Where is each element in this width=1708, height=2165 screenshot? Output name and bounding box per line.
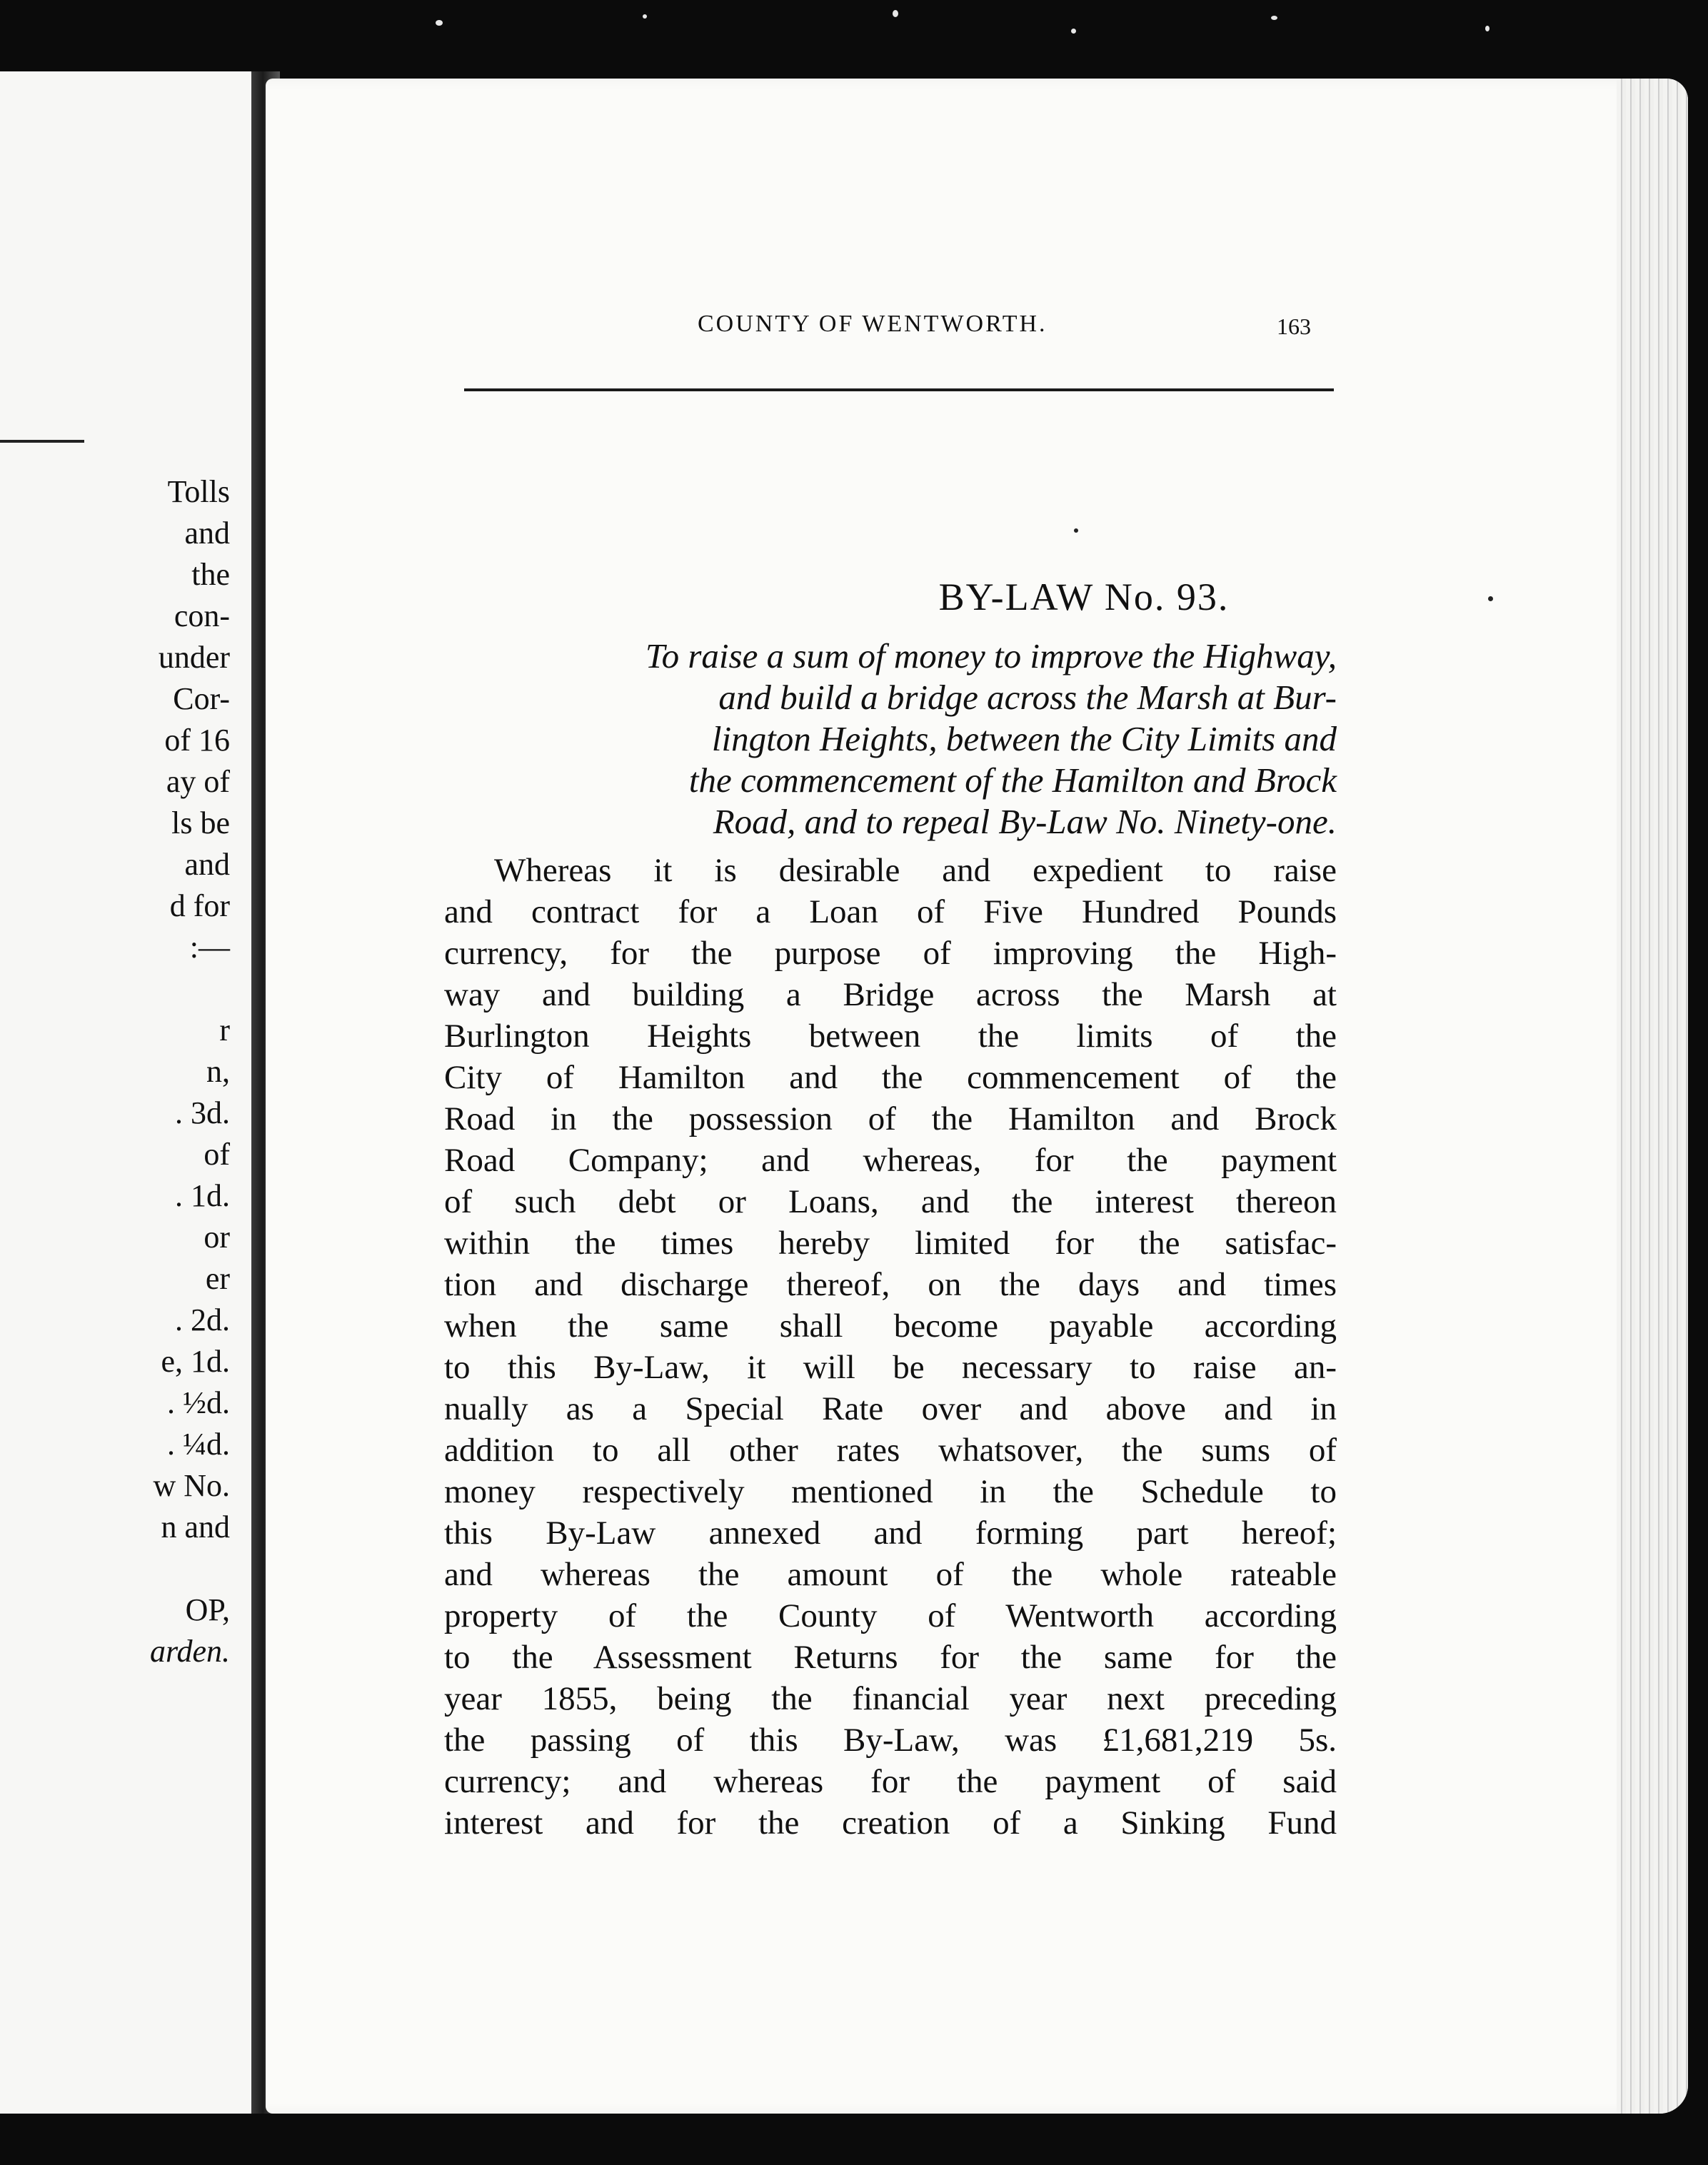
subtitle-line: lington Heights, between the City Limits and: [711, 719, 1337, 758]
page-number: 163: [1277, 313, 1311, 339]
bylaw-body: [444, 850, 1337, 1844]
left-line: er: [205, 1261, 230, 1296]
bylaw-title: BY-LAW No. 93.: [938, 576, 1230, 618]
body-line: way and building a Bridge across the Marsh at: [444, 976, 1337, 1013]
header-rule: [464, 388, 1334, 391]
subtitle-line: To raise a sum of money to improve the Highway,: [645, 636, 1337, 675]
left-line: d for: [169, 888, 230, 923]
running-head: [266, 311, 1688, 353]
body-line: year 1855, being the financial year next preceding: [444, 1680, 1337, 1717]
left-line: OP,: [185, 1592, 230, 1627]
left-line-spacer: [150, 968, 230, 1010]
left-line: the: [191, 557, 230, 592]
left-line: arden.: [149, 1634, 230, 1669]
left-line: :—: [189, 930, 230, 965]
left-line: con-: [174, 598, 230, 633]
left-line: of: [204, 1137, 230, 1172]
left-line: or: [204, 1220, 230, 1255]
scan-speck: [643, 14, 647, 19]
left-line: . ½d.: [167, 1385, 230, 1420]
body-line: property of the County of Wentworth according: [444, 1597, 1337, 1634]
left-line: under: [158, 640, 230, 675]
body-line: when the same shall become payable according: [444, 1307, 1337, 1345]
left-page-text: [150, 471, 230, 1672]
scan-speck: [1485, 26, 1490, 31]
left-line: e, 1d.: [161, 1344, 230, 1379]
left-line: Tolls: [167, 474, 230, 509]
body-line: to this By-Law, it will be necessary to raise an-: [444, 1349, 1337, 1386]
left-line: Cor-: [173, 681, 230, 716]
body-line: this By-Law annexed and forming part hereof;: [444, 1515, 1337, 1552]
running-title: COUNTY OF WENTWORTH.: [698, 311, 1048, 337]
left-line: and: [184, 516, 230, 551]
body-line: within the times hereby limited for the satisfac-: [444, 1225, 1337, 1262]
left-line: w No.: [153, 1468, 230, 1503]
left-line: . 2d.: [175, 1302, 230, 1337]
body-line: nually as a Special Rate over and above and in: [444, 1390, 1337, 1427]
scan-speck: [1071, 29, 1076, 34]
body-line: tion and discharge thereof, on the days and times: [444, 1266, 1337, 1303]
left-line: r: [219, 1013, 230, 1048]
left-line-spacer: [150, 1548, 230, 1589]
left-line: n and: [161, 1510, 230, 1544]
body-line: currency, for the purpose of improving the High-: [444, 935, 1337, 972]
body-line: interest and for the creation of a Sinking Fund: [444, 1804, 1337, 1842]
body-line: currency; and whereas for the payment of said: [444, 1763, 1337, 1800]
body-line: of such debt or Loans, and the interest thereon: [444, 1183, 1337, 1220]
left-line: n,: [206, 1054, 230, 1089]
subtitle-line: and build a bridge across the Marsh at Bur-: [718, 678, 1337, 717]
scan-speck: [893, 10, 898, 17]
left-line: of 16: [164, 723, 230, 758]
left-line: ls be: [171, 805, 230, 840]
previous-page-fragment: [0, 71, 256, 2114]
scan-speck: [436, 20, 443, 26]
left-page-rule: [0, 440, 84, 443]
body-line: Whereas it is desirable and expedient to raise: [494, 852, 1337, 889]
body-line: Road in the possession of the Hamilton and Brock: [444, 1100, 1337, 1137]
page-edges: [1617, 79, 1688, 2114]
subtitle-line: the commencement of the Hamilton and Brock: [688, 760, 1337, 800]
body-line: the passing of this By-Law, was £1,681,219 5s.: [444, 1722, 1337, 1759]
body-line: and contract for a Loan of Five Hundred Pounds: [444, 893, 1337, 930]
body-line: and whereas the amount of the whole rateable: [444, 1556, 1337, 1593]
left-line: . 1d.: [175, 1178, 230, 1213]
body-line: Burlington Heights between the limits of the: [444, 1018, 1337, 1055]
left-line: . 3d.: [175, 1095, 230, 1130]
left-line: ay of: [166, 764, 230, 799]
body-line: City of Hamilton and the commencement of the: [444, 1059, 1337, 1096]
body-line: to the Assessment Returns for the same for the: [444, 1639, 1337, 1676]
ink-spot: [1074, 528, 1078, 533]
left-line: and: [184, 847, 230, 882]
subtitle-line: Road, and to repeal By-Law No. Ninety-one.: [713, 802, 1337, 841]
body-line: Road Company; and whereas, for the payment: [444, 1142, 1337, 1179]
page-163: [266, 79, 1688, 2114]
scan-speck: [1271, 16, 1277, 20]
body-line: addition to all other rates whatsover, the sums of: [444, 1432, 1337, 1469]
bylaw-subtitle: [458, 636, 1337, 843]
left-line: . ¼d.: [167, 1427, 230, 1462]
body-line: money respectively mentioned in the Schedule to: [444, 1473, 1337, 1510]
